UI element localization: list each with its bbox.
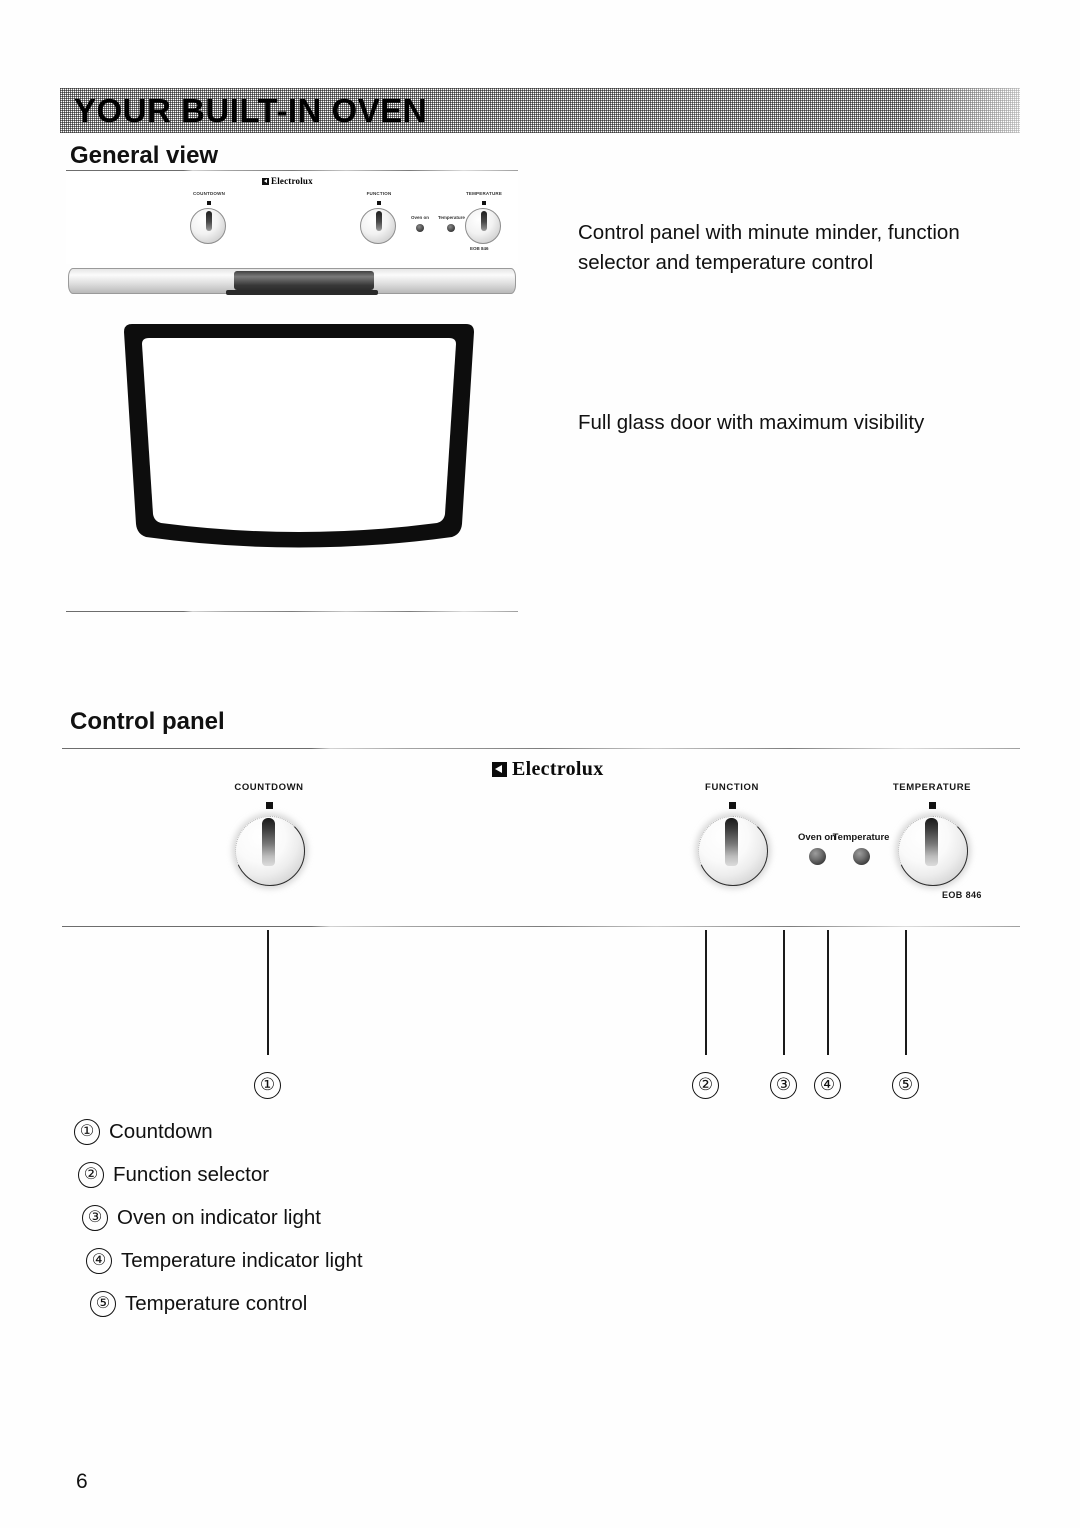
knob-function-pointer-icon	[725, 818, 738, 866]
callout-3: ③	[770, 1072, 797, 1099]
callout-5: ⑤	[892, 1072, 919, 1099]
caption-control-panel: Control panel with minute minder, function selector and temperature control	[578, 221, 960, 274]
glass-door-illustration	[104, 318, 494, 550]
list-item	[74, 1282, 534, 1325]
glass-door-window	[142, 338, 456, 532]
mini-brand-text: Electrolux	[271, 176, 313, 186]
list-item	[74, 1110, 534, 1153]
mini-knob-countdown-pointer-icon	[206, 211, 212, 231]
legend-number: ①	[74, 1119, 100, 1145]
rule-below-control-panel-drawing	[62, 926, 1020, 927]
knob-countdown	[217, 782, 321, 912]
knob-temperature-pointer-icon	[925, 818, 938, 866]
knob-function-label: FUNCTION	[705, 782, 759, 793]
rule-under-general-view	[66, 170, 518, 171]
list-item	[74, 1153, 534, 1196]
mini-knob-temperature-marker-icon	[482, 201, 486, 205]
callout-1: ①	[254, 1072, 281, 1099]
oven-door-handle-shadow	[226, 290, 378, 295]
legend-label: Countdown	[109, 1119, 213, 1143]
list-item	[74, 1196, 534, 1239]
page-title: YOUR BUILT-IN OVEN	[74, 92, 428, 129]
mini-knob-temperature-label: TEMPERATURE	[465, 190, 503, 197]
knob-function-marker-icon	[729, 802, 736, 809]
section-heading-general-view: General view	[70, 142, 219, 169]
legend-label: Function selector	[113, 1162, 270, 1186]
mini-lamp-temperature-icon	[447, 224, 455, 232]
callout-2: ②	[692, 1072, 719, 1099]
mini-electrolux-logo	[262, 176, 313, 186]
page-number: 6	[76, 1470, 88, 1493]
model-code: EOB 846	[942, 890, 982, 900]
legend-label: Oven on indicator light	[117, 1205, 321, 1229]
leader-line-3	[783, 930, 785, 1055]
mini-knob-countdown-label: COUNTDOWN	[192, 190, 226, 197]
legend-number: ②	[78, 1162, 104, 1188]
callout-4: ④	[814, 1072, 841, 1099]
mini-lamp-oven-on-label: Oven on	[411, 215, 430, 220]
mini-knob-temperature	[461, 190, 507, 244]
lamp-temperature-icon	[853, 848, 870, 865]
mini-knob-function	[356, 190, 402, 244]
knob-function	[680, 782, 784, 912]
electrolux-mark-icon	[262, 178, 269, 185]
mini-knob-function-label: FUNCTION	[366, 190, 392, 197]
mini-knob-temperature-pointer-icon	[481, 211, 487, 231]
leader-line-4	[827, 930, 829, 1055]
list-item	[74, 1239, 534, 1282]
brand-text: Electrolux	[512, 758, 604, 780]
oven-front-illustration	[66, 172, 518, 294]
mini-lamp-temperature-label: Temperature	[438, 215, 465, 220]
legend-number: ⑤	[90, 1291, 116, 1317]
caption-glass-door: Full glass door with maximum visibility	[578, 411, 925, 434]
electrolux-logo	[492, 758, 604, 781]
knob-countdown-label: COUNTDOWN	[234, 782, 304, 793]
lamp-oven-on-icon	[809, 848, 826, 865]
legend-label: Temperature control	[125, 1291, 308, 1315]
knob-temperature-marker-icon	[929, 802, 936, 809]
leader-line-1	[267, 930, 269, 1055]
electrolux-mark-icon	[492, 762, 507, 777]
mini-knob-countdown-marker-icon	[207, 201, 211, 205]
legend-number: ③	[82, 1205, 108, 1231]
knob-temperature-label: TEMPERATURE	[892, 782, 972, 793]
rule-below-general-view	[66, 611, 518, 612]
control-panel-legend	[74, 1110, 534, 1325]
control-panel-detail-illustration	[60, 752, 1020, 927]
lamp-temperature-label: Temperature	[832, 832, 890, 843]
legend-number: ④	[86, 1248, 112, 1274]
knob-countdown-pointer-icon	[262, 818, 275, 866]
mini-lamp-oven-on-icon	[416, 224, 424, 232]
section-heading-control-panel: Control panel	[70, 708, 225, 735]
legend-label: Temperature indicator light	[121, 1248, 363, 1272]
mini-knob-function-pointer-icon	[376, 211, 382, 231]
mini-model-code: EOB 846	[470, 246, 489, 251]
lamp-oven-on-label: Oven on	[797, 832, 836, 843]
rule-under-control-panel-heading	[62, 748, 1020, 749]
leader-line-2	[705, 930, 707, 1055]
mini-knob-function-marker-icon	[377, 201, 381, 205]
leader-line-5	[905, 930, 907, 1055]
knob-countdown-marker-icon	[266, 802, 273, 809]
mini-knob-countdown	[186, 190, 232, 244]
